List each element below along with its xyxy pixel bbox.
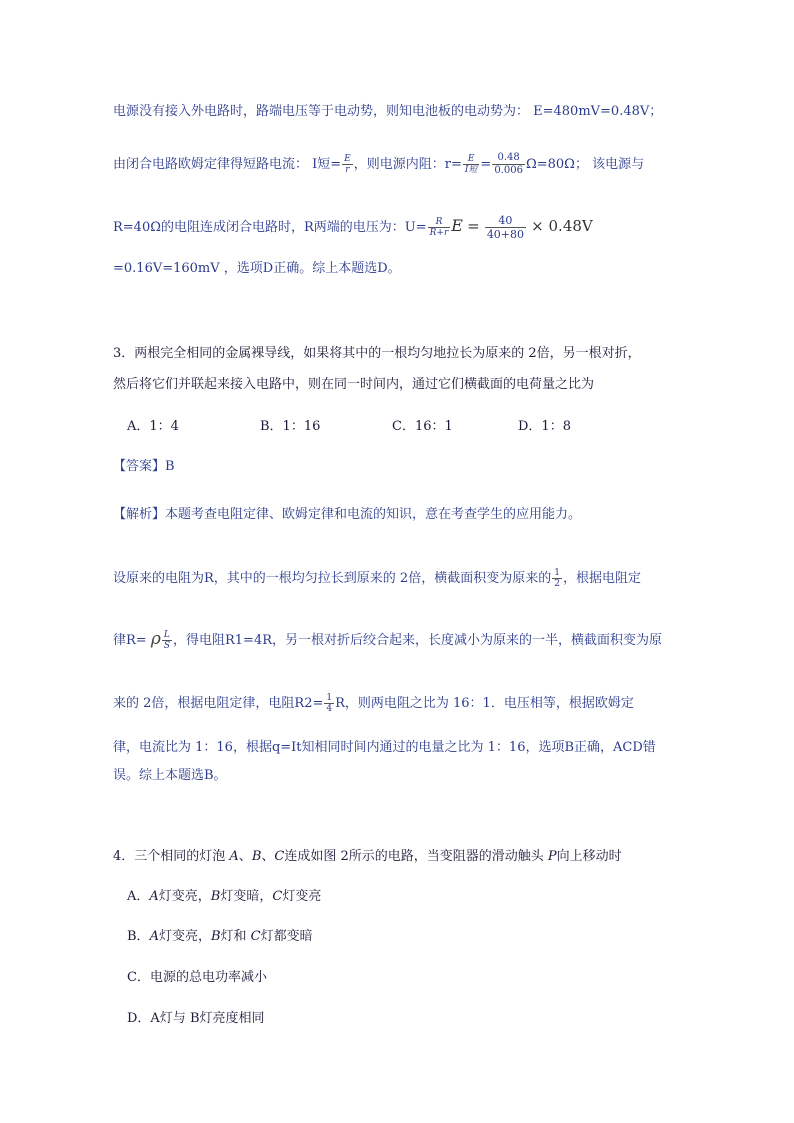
analysis-text: ，得电阻R1=4R，另一根对折后绞合起来，长度减小为原来的一半，横截面积变为原 [173,633,663,648]
fraction-numerator: 1 [326,693,333,703]
fraction-R-over-R-plus-r [428,217,451,238]
analysis-text: 律，电流比为 1：16，根据q=It知相同时间内通过的电量之比为 1：16，选项B正确，ACD错 [113,740,656,755]
analysis-text: 来的 2倍，根据电阻定律，电阻R2= [113,696,324,711]
fraction-one-half [552,568,562,589]
lamp-A-label: A [229,849,239,864]
option-text: 灯变暗， [220,889,273,904]
answer-label: 【答案】B [113,459,175,474]
analysis-text: 设原来的电阻为R，其中的一根均匀拉长到原来的 2倍，横截面积变为原来的 [113,571,552,586]
solution-text: 由闭合电路欧姆定律得短路电流： I短= [113,157,342,172]
fraction-denominator: R+r [429,228,449,238]
q3-option-b: B．1：16 [260,419,321,434]
slider-P-label: P [547,849,557,864]
q3-stem-line-2 [113,377,594,393]
option-text: B． [127,929,150,944]
analysis-text: 律R= [113,633,147,648]
fraction-numerator: 1 [554,568,560,578]
fraction-denominator: 2 [554,579,560,589]
fraction-one-quarter [324,693,334,714]
q3-option-a: A．1：4 [127,419,179,434]
option-text: 灯变亮 [282,889,322,904]
q4-stem [113,849,622,865]
solution-text: =0.16V=160mV ，选项D正确。综上本题选D。 [113,261,401,276]
q3-option-c: C．16：1 [392,419,453,434]
fraction-numerator: 0.48 [492,152,525,165]
rho-symbol: ρ [150,629,161,649]
question-text: 、 [238,849,252,864]
fraction-numerator: E [463,154,480,165]
lamp-A-label: A [149,929,159,944]
solution-text: ，则电源内阻：r= [353,157,462,172]
fraction-denominator: 4 [326,704,333,714]
solution-line-2 [113,152,644,177]
fraction-denominator: 0.006 [494,165,523,176]
fraction-E-over-I [463,154,480,175]
fraction-L-over-S [162,630,172,651]
analysis-text: ，根据电阻定 [562,571,641,586]
option-text: C．电源的总电功率减小 [127,970,267,985]
option-text: 灯和 [220,929,251,944]
fraction-denominator: I短 [464,165,478,175]
solution-text: = [480,157,492,172]
fraction-numerator: R [428,217,451,228]
fraction-40-over-120 [485,214,526,241]
fraction-denominator: S [163,641,170,651]
solution-text: 电源没有接入外电路时，路端电压等于电动势，则知电池板的电动势为： E=480mV=0.48V； [113,104,663,119]
question-text: 连成如图 2所示的电路，当变阻器的滑动触头 [284,849,548,864]
option-text: 灯变亮， [158,889,211,904]
solution-line-3 [113,214,593,241]
q3-analysis-line-2 [113,630,662,651]
q3-stem-line-1 [113,346,641,362]
question-text: 然后将它们并联起来接入电路中，则在同一时间内，通过它们横截面的电荷量之比为 [113,377,595,392]
q3-analysis-line-4 [113,740,656,756]
question-text: 3．两根完全相同的金属裸导线，如果将其中的一根均匀地拉长为原来的 2倍，另一根对折， [113,346,641,361]
equals-sign: = [467,217,480,235]
q3-analysis-line-1 [113,568,641,589]
fraction-numerator: 40 [485,214,526,228]
fraction-numerator: E [344,154,351,164]
solution-line-1 [113,104,662,120]
analysis-text: R，则两电阻之比为 16：1．电压相等，根据欧姆定 [335,696,634,711]
option-text: D．A灯与 B灯亮度相同 [127,1011,265,1026]
q4-option-d [127,1011,265,1027]
q3-option-d: D．1：8 [518,419,571,434]
q4-option-b [127,929,313,945]
question-text: 向上移动时 [556,849,622,864]
fraction-numerator: L [162,630,172,641]
fraction-0.48-over-0.006 [492,152,525,177]
fraction-E-over-r [342,154,353,175]
analysis-text: 【解析】本题考查电阻定律、欧姆定律和电流的知识，意在考查学生的应用能力。 [113,507,582,522]
option-text: 灯变亮， [158,929,211,944]
q3-analysis-line-5 [113,768,227,784]
solution-line-4 [113,261,401,277]
lamp-A-label: A [149,889,159,904]
lamp-C-label: C [274,849,285,864]
fraction-denominator: r [345,165,350,175]
option-text: 灯都变暗 [260,929,313,944]
q4-option-a [127,889,321,905]
q3-answer [113,459,175,475]
q4-option-c [127,970,267,986]
solution-text: Ω=80Ω； 该电源与 [525,157,645,172]
lamp-B-label: B [251,849,262,864]
solution-text: R=40Ω的电阻连成闭合电路时，R两端的电压为：U= [113,220,427,235]
lamp-B-label: B [210,889,221,904]
q3-analysis-line-3 [113,693,634,714]
option-text: A． [127,889,150,904]
fraction-denominator: 40+80 [486,228,525,241]
lamp-B-label: B [210,929,221,944]
analysis-text: 误。综上本题选B。 [113,768,227,783]
question-text: 、 [261,849,275,864]
question-text: 4．三个相同的灯泡 [113,849,230,864]
lamp-C-label: C [272,889,283,904]
q3-analysis-intro [113,507,581,523]
emf-symbol: E [451,216,463,235]
lamp-C-label: C [250,929,261,944]
equation-tail: × 0.48V [531,217,593,235]
